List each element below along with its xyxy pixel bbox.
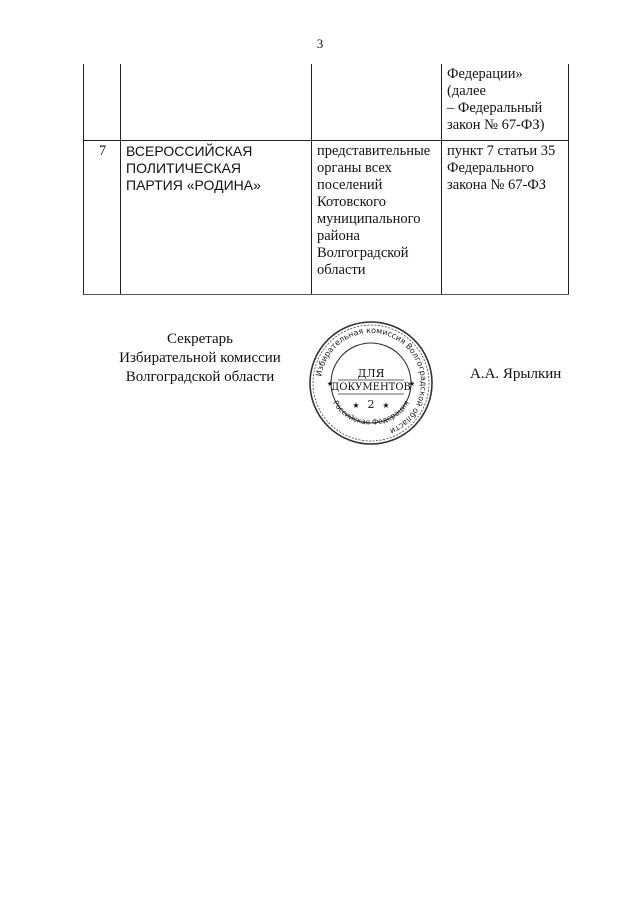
page-number: 3 [316, 36, 324, 51]
basis-cell [442, 141, 569, 295]
signature-title-line: Избирательной комиссии [119, 350, 281, 366]
basis-line: закон № 67-ФЗ) [447, 117, 545, 133]
stamp-star-icon: ★ [326, 380, 334, 388]
stamp-bottom-text: Российская Федерация [331, 398, 411, 427]
basis-line: пункт 7 статьи 35 [447, 143, 556, 159]
signer-name: А.А. Ярылкин [470, 366, 562, 382]
stamp-center-line-2: ДОКУМЕНТОВ [331, 382, 411, 393]
bodies-line: области [317, 262, 366, 278]
table-row [84, 64, 569, 141]
bodies-line: района [317, 228, 360, 244]
stamp-star-icon: ★ [408, 380, 416, 388]
party-cell [121, 64, 312, 141]
stamp-number: 2 [367, 398, 375, 411]
stamp-star-left-icon: ★ [352, 401, 360, 410]
bodies-line: Волгоградской [317, 245, 409, 261]
table-row [84, 141, 569, 295]
signature-title [80, 330, 320, 387]
stamp-star-right-icon: ★ [382, 401, 390, 410]
bodies-cell [312, 141, 442, 295]
basis-line: Федерации» (далее [447, 66, 523, 99]
basis-line: закона № 67-ФЗ [447, 177, 547, 193]
candidates-table [83, 64, 569, 295]
bodies-line: представительные [317, 143, 431, 159]
party-line: ПАРТИЯ «РОДИНА» [126, 177, 261, 193]
party-line: ПОЛИТИЧЕСКАЯ [126, 160, 242, 176]
stamp-outer-text: Избирательная комиссия Волгоградской области [314, 325, 429, 436]
bodies-line: органы всех [317, 160, 392, 176]
bodies-line: Котовского [317, 194, 386, 210]
party-cell [121, 141, 312, 295]
row-number-cell [84, 64, 121, 141]
bodies-line: муниципального [317, 211, 421, 227]
signature-title-line: Секретарь [166, 331, 234, 347]
party-line: ВСЕРОССИЙСКАЯ [126, 143, 253, 159]
official-stamp [308, 320, 434, 446]
basis-cell [442, 64, 569, 141]
stamp-center-line-1: ДЛЯ [357, 367, 385, 380]
row-number-cell: 7 [84, 141, 121, 295]
basis-line: Федерального [447, 160, 535, 176]
bodies-line: поселений [317, 177, 383, 193]
signature-title-line: Волгоградской области [125, 369, 275, 385]
basis-line: – Федеральный [447, 100, 543, 116]
bodies-cell [312, 64, 442, 141]
